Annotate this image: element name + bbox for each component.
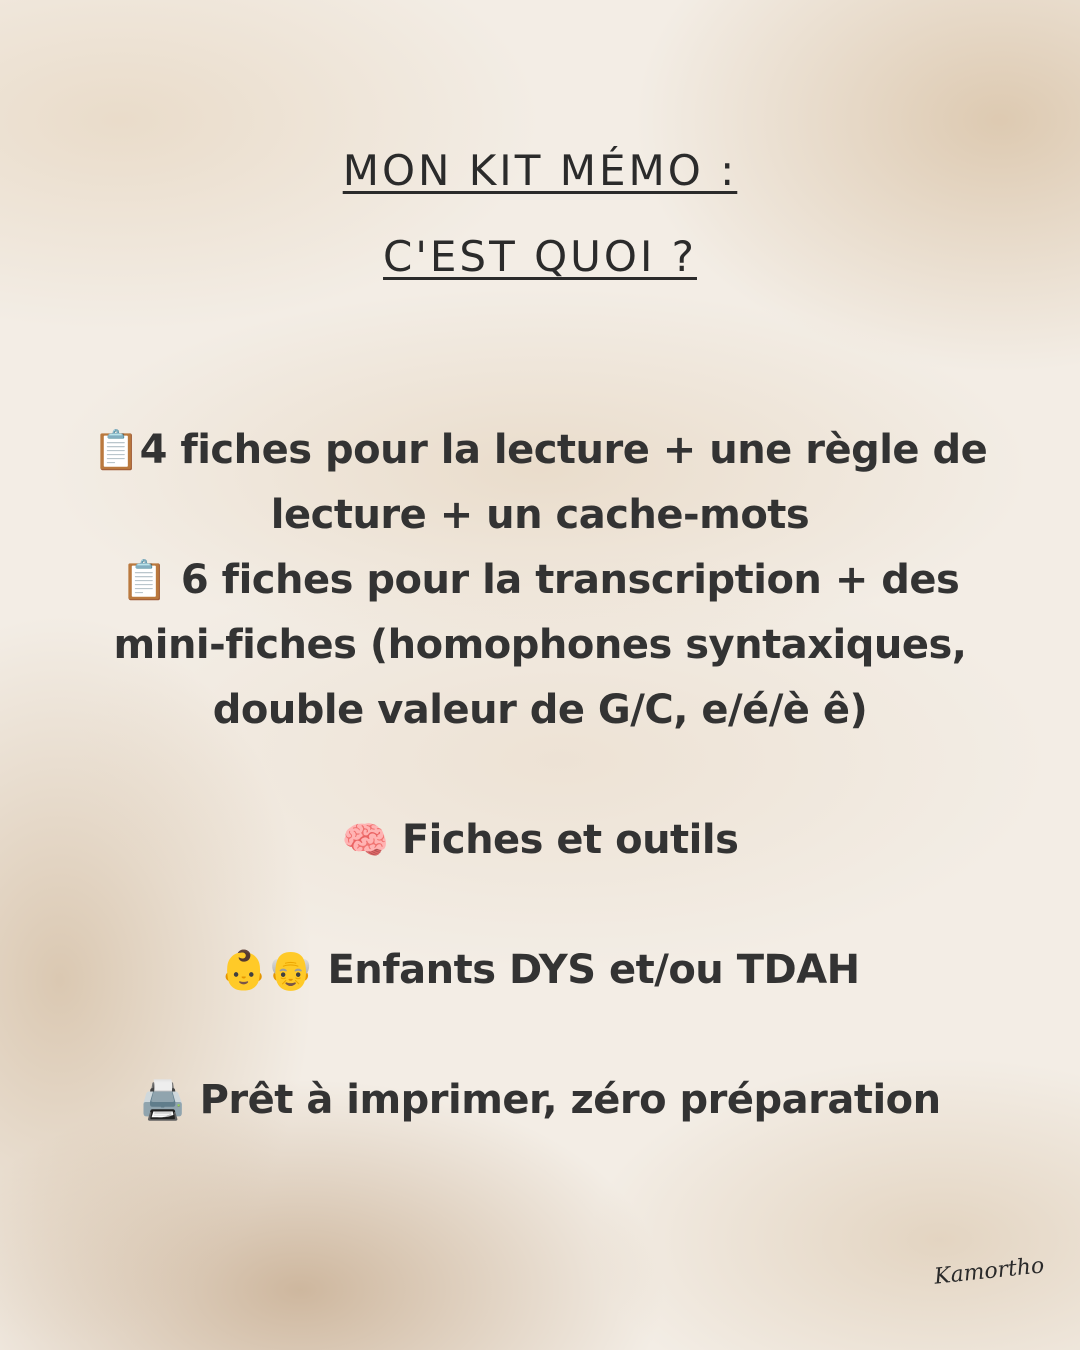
list-item-tools (40, 808, 1040, 873)
list-item-print-ready (40, 1068, 1040, 1133)
item-text: 6 fiches pour la transcription + des (167, 557, 960, 603)
clipboard-icon: 📋 (92, 428, 140, 472)
feature-list (40, 418, 1040, 1133)
list-item-reading-sheets (40, 418, 1040, 483)
item-text-continued (40, 613, 1040, 678)
list-item-transcription-sheets (40, 548, 1040, 613)
brain-icon: 🧠 (341, 818, 389, 862)
item-text: Enfants DYS et/ou TDAH (314, 947, 860, 993)
list-item-audience (40, 938, 1040, 1003)
clipboard-icon: 📋 (120, 558, 168, 602)
item-text: mini-fiches (homophones syntaxiques, (113, 622, 967, 668)
title-line-1: MON KIT MÉMO : (342, 146, 738, 195)
baby-and-older-person-icon: 👶👴 (220, 948, 315, 992)
spacer (40, 743, 1040, 808)
item-text: double valeur de G/C, e/é/è ê) (212, 687, 868, 733)
item-text: 4 fiches pour la lecture + une règle de (139, 427, 988, 473)
item-text-continued (40, 678, 1040, 743)
item-text: Prêt à imprimer, zéro préparation (186, 1077, 941, 1123)
spacer (40, 1003, 1040, 1068)
item-text-continued (40, 483, 1040, 548)
page-title (0, 128, 1080, 300)
title-line-2: C'EST QUOI ? (383, 232, 697, 281)
printer-icon: 🖨️ (139, 1078, 187, 1122)
item-text: lecture + un cache-mots (270, 492, 810, 538)
spacer (40, 873, 1040, 938)
signature-logo: Kamortho (932, 1253, 1046, 1290)
item-text: Fiches et outils (388, 817, 739, 863)
